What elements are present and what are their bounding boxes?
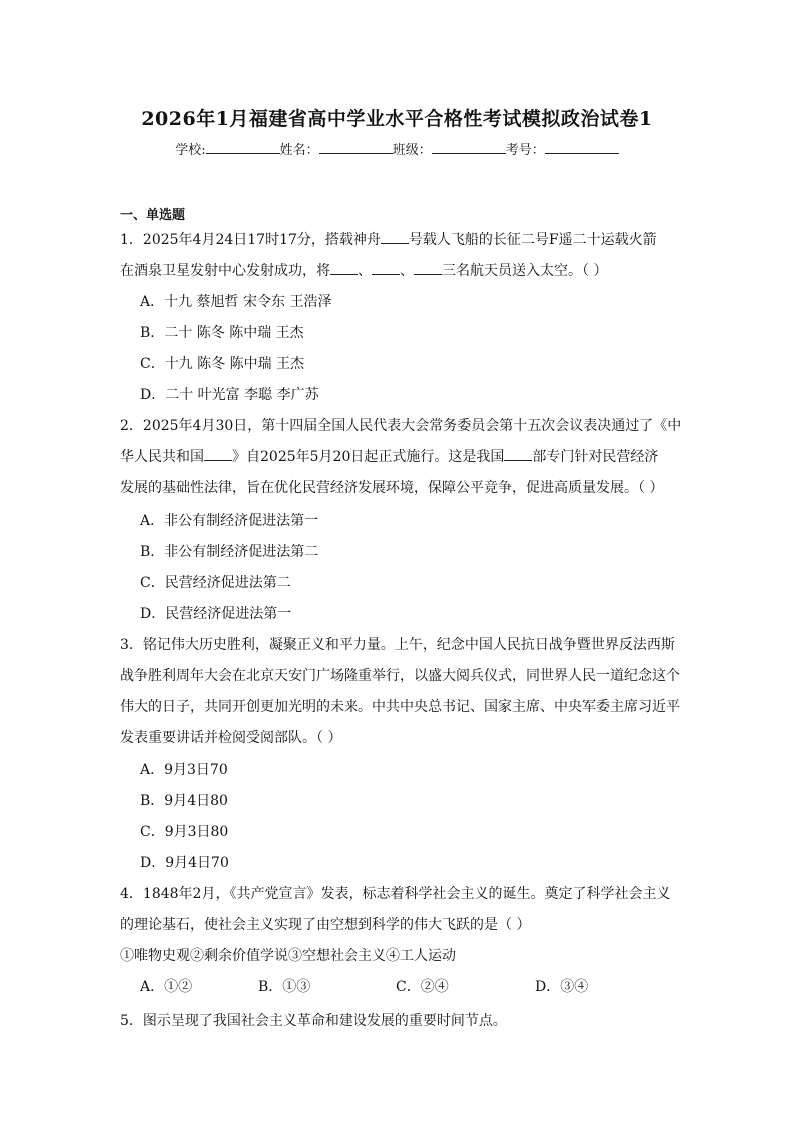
q4-option-a: A．①② [140, 979, 193, 995]
q2-blank-2 [504, 448, 532, 461]
q1-text-d: 三名航天员送入太空。（ ） [442, 263, 608, 279]
id-label: 考号： [505, 143, 545, 158]
q2-text-a: 华人民共和国 [120, 449, 204, 465]
q3-line-4: 发表重要讲话并检阅受阅部队。（ ） [120, 730, 342, 746]
student-info-line [0, 139, 794, 158]
q1-option-d: D．二十 叶光富 李聪 李广苏 [140, 387, 319, 403]
exam-title: 2026年1月福建省高中学业水平合格性考试模拟政治试卷1 [141, 108, 653, 130]
class-label: 班级： [392, 143, 432, 158]
school-blank [206, 141, 280, 154]
id-blank [545, 141, 619, 154]
q1-blank-1 [381, 231, 409, 244]
q4-option-b: B．①③ [258, 979, 311, 995]
q3-option-d: D．9月4日70 [140, 855, 229, 871]
q3-option-b: B．9月4日80 [140, 793, 228, 809]
q2-option-d: D．民营经济促进法第一 [140, 606, 292, 622]
q1-option-a: A．十九 蔡旭哲 宋令东 王浩泽 [140, 294, 332, 310]
name-label: 姓名： [279, 143, 319, 158]
q4-option-c: C．②④ [396, 979, 449, 995]
q4-line-2: 的理论基石，使社会主义实现了由空想到科学的伟大飞跃的是（ ） [120, 917, 531, 933]
q3-option-a: A．9月3日70 [140, 762, 228, 778]
q3-line-3: 伟大的日子，共同开创更加光明的未来。中共中央总书记、国家主席、中央军委主席习近平 [120, 699, 680, 715]
q1-line-1 [120, 229, 657, 249]
q5-line-1: 5．图示呈现了我国社会主义革命和建设发展的重要时间节点。 [120, 1013, 507, 1029]
q1-text-a: 1．2025年4月24日17时17分，搭载神舟 [120, 232, 381, 248]
q2-line-2 [120, 446, 658, 466]
q3-line-1: 3．铭记伟大历史胜利，凝聚正义和平力量。上午，纪念中国人民抗日战争暨世界反法西斯 [120, 637, 675, 653]
q3-option-c: C．9月3日80 [140, 824, 229, 840]
q2-text-b: 》自2025年5月20日起正式施行。这是我国 [232, 449, 505, 465]
q2-option-a: A．非公有制经济促进法第一 [140, 513, 319, 529]
q1-blank-2 [330, 262, 358, 275]
q4-line-1: 4．1848年2月，《共产党宣言》发表，标志着科学社会主义的诞生。奠定了科学社会主义 [120, 886, 671, 902]
q2-line-3: 发展的基础性法律，旨在优化民营经济发展环境，保障公平竞争，促进高质量发展。（ ） [120, 480, 664, 496]
q1-blank-4 [414, 262, 442, 275]
q3-line-2: 战争胜利周年大会在北京天安门广场隆重举行，以盛大阅兵仪式，同世界人民一道纪念这个 [120, 668, 680, 684]
q2-option-b: B．非公有制经济促进法第二 [140, 544, 319, 560]
q1-option-b: B．二十 陈冬 陈中瑞 王杰 [140, 325, 304, 341]
class-blank [432, 141, 506, 154]
q1-sep-2: 、 [400, 263, 414, 279]
q2-option-c: C．民营经济促进法第二 [140, 575, 291, 591]
school-label: 学校: [175, 143, 206, 158]
name-blank [319, 141, 393, 154]
q2-text-c: 部专门针对民营经济 [532, 449, 659, 465]
q1-sep-1: 、 [358, 263, 372, 279]
section-heading: 一、单选题 [120, 208, 186, 223]
q4-line-3: ①唯物史观②剩余价值学说③空想社会主义④工人运动 [120, 948, 456, 964]
q4-option-d: D．③④ [535, 979, 589, 995]
q2-blank-1 [204, 448, 232, 461]
q1-option-c: C．十九 陈冬 陈中瑞 王杰 [140, 356, 305, 372]
q1-line-2 [120, 260, 607, 280]
q2-line-1: 2．2025年4月30日，第十四届全国人民代表大会常务委员会第十五次会议表决通过了《中 [120, 418, 682, 434]
q1-text-c: 在酒泉卫星发射中心发射成功，将 [120, 263, 330, 279]
q1-blank-3 [372, 262, 400, 275]
q1-text-b: 号载人飞船的长征二号F遥二十运载火箭 [408, 232, 657, 248]
